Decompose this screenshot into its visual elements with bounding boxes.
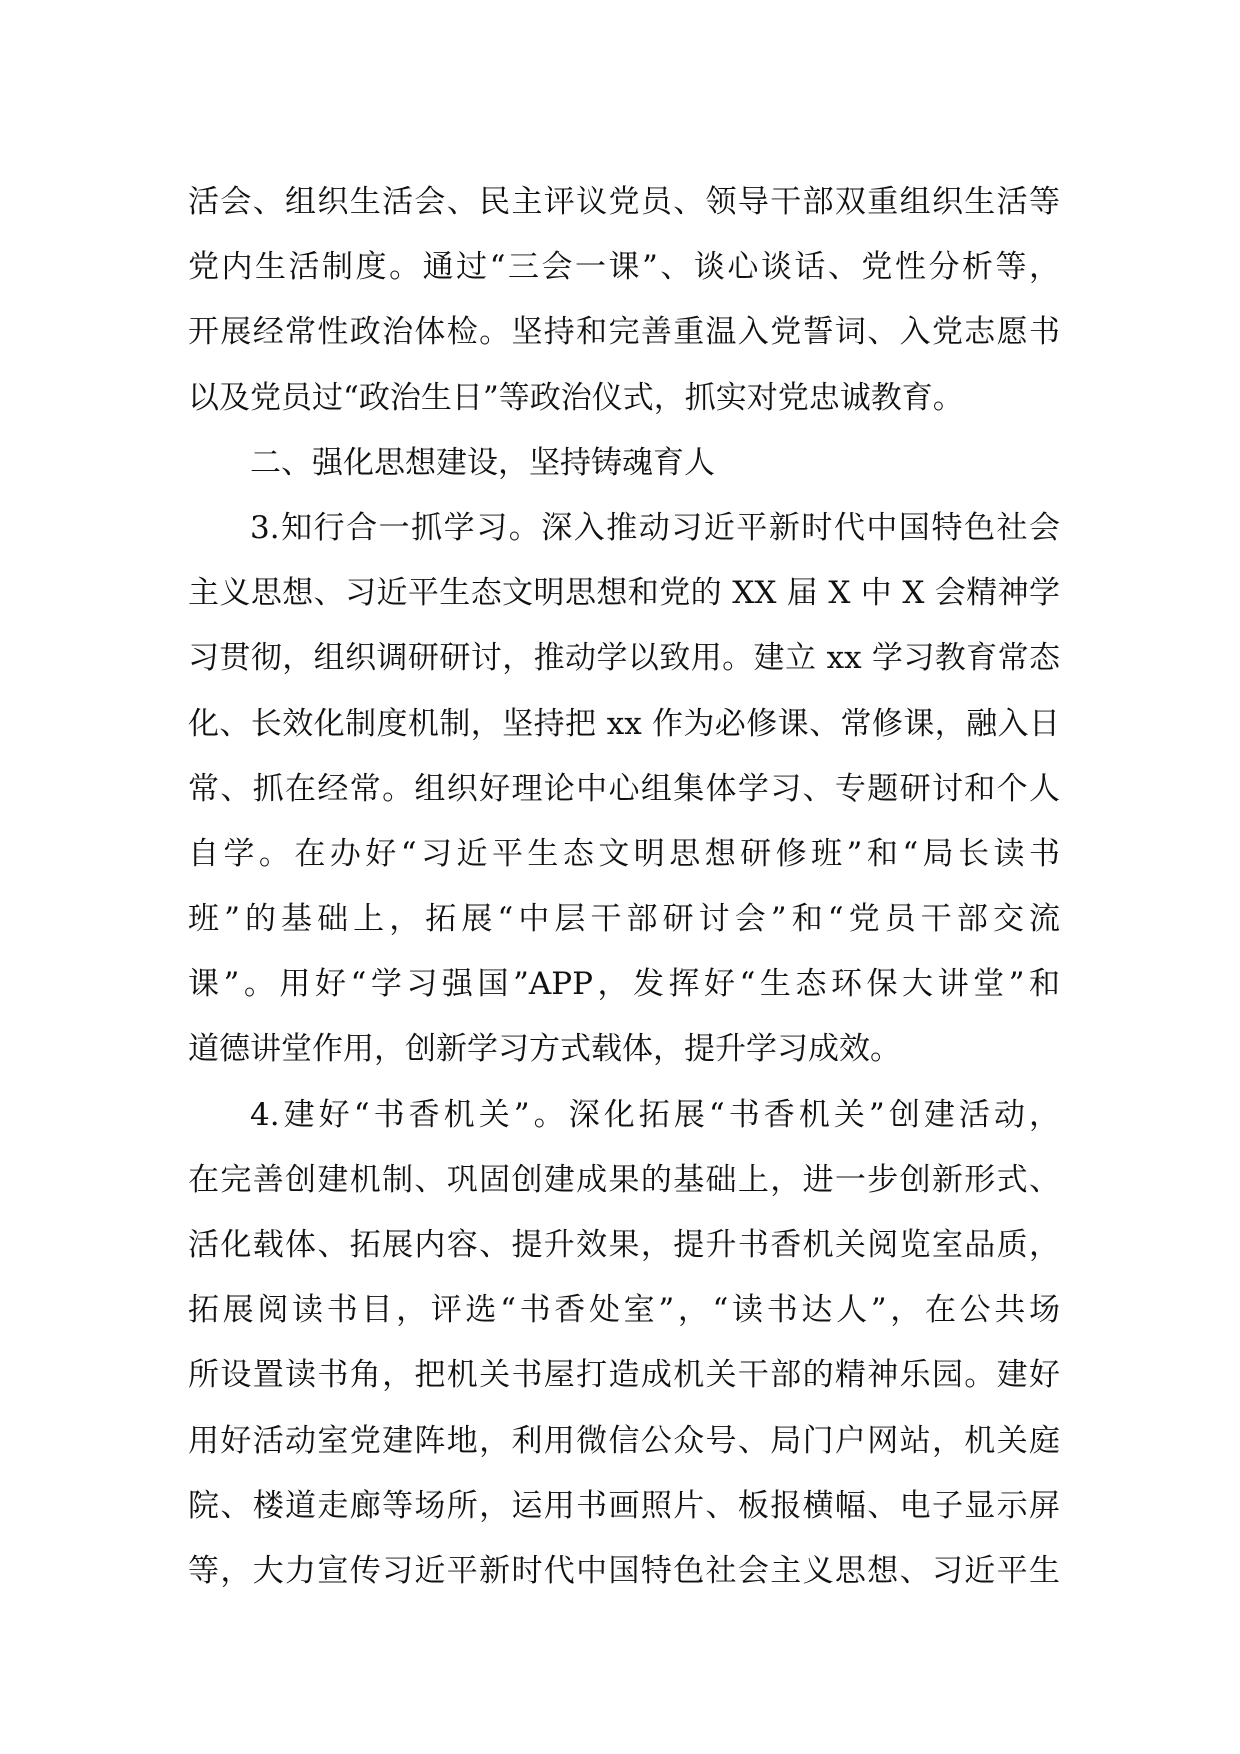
text-line: 道德讲堂作用，创新学习方式载体，提升学习成效。	[188, 1031, 901, 1068]
text-line: 党内生活制度。通过“三会一课”、谈心谈话、党性分析等，	[188, 249, 1060, 286]
document-body	[188, 170, 1060, 1604]
text-line: 3.知行合一抓学习。深入推动习近平新时代中国特色社会	[250, 509, 1060, 546]
text-line: 开展经常性政治体检。坚持和完善重温入党誓词、入党志愿书	[188, 314, 1060, 351]
text-line: 所设置读书角，把机关书屋打造成机关干部的精神乐园。建好	[188, 1357, 1060, 1394]
text-line: 院、楼道走廊等场所，运用书画照片、板报横幅、电子显示屏	[188, 1487, 1060, 1524]
text-line: 自学。在办好“习近平生态文明思想研修班”和“局长读书	[188, 835, 1060, 872]
text-line: 课”。用好“学习强国”APP，发挥好“生态环保大讲堂”和	[188, 966, 1060, 1003]
text-line: 习贯彻，组织调研研讨，推动学以致用。建立 xx 学习教育常态	[188, 640, 1060, 677]
text-line: 二、强化思想建设，坚持铸魂育人	[250, 444, 715, 481]
text-line: 化、长效化制度机制，坚持把 xx 作为必修课、常修课，融入日	[188, 705, 1060, 742]
text-line: 在完善创建机制、巩固创建成果的基础上，进一步创新形式、	[188, 1161, 1060, 1198]
text-line: 以及党员过“政治生日”等政治仪式，抓实对党忠诚教育。	[188, 379, 964, 416]
text-line: 拓展阅读书目，评选“书香处室”，“读书达人”，在公共场	[188, 1292, 1060, 1329]
text-line: 活会、组织生活会、民主评议党员、领导干部双重组织生活等	[188, 184, 1060, 220]
text-line: 等，大力宣传习近平新时代中国特色社会主义思想、习近平生	[188, 1552, 1060, 1589]
text-line: 常、抓在经常。组织好理论中心组集体学习、专题研讨和个人	[188, 770, 1060, 807]
text-line: 班”的基础上，拓展“中层干部研讨会”和“党员干部交流	[188, 901, 1060, 938]
text-line: 4.建好“书香机关”。深化拓展“书香机关”创建活动，	[250, 1096, 1060, 1133]
text-line: 主义思想、习近平生态文明思想和党的 XX 届 X 中 X 会精神学	[188, 575, 1060, 612]
text-line: 用好活动室党建阵地，利用微信公众号、局门户网站，机关庭	[188, 1422, 1060, 1459]
text-line: 活化载体、拓展内容、提升效果，提升书香机关阅览室品质，	[188, 1227, 1060, 1263]
